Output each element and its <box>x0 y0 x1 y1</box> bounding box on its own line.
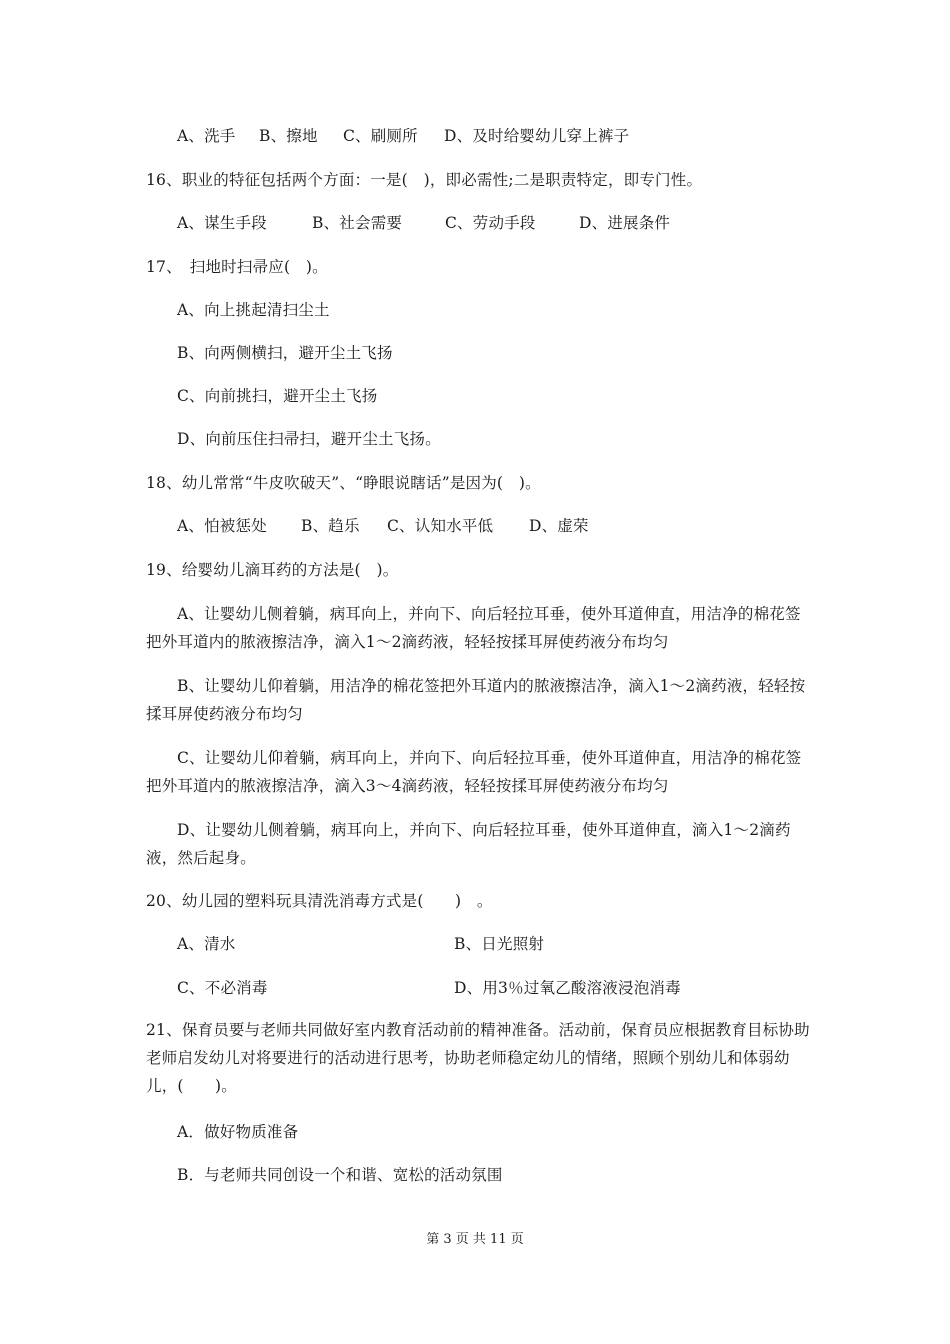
q19-option-a-text: A、让婴幼儿侧着躺，病耳向上，并向下、向后轻拉耳垂，使外耳道伸直，用洁净的棉花签把外耳道内的脓液擦洁净，滴入1～2滴药液，轻轻按揉耳屏使药液分布均匀 <box>146 605 801 651</box>
q19-option-c-text: C、让婴幼儿仰着躺，病耳向上，并向下、向后轻拉耳垂，使外耳道伸直，用洁净的棉花签把外耳道内的脓液擦洁净，滴入3～4滴药液，轻轻按揉耳屏使药液分布均匀 <box>146 749 802 795</box>
q17-stem: 17、 扫地时扫帚应( )。 <box>146 258 328 276</box>
q15-option-a: A、洗手 <box>177 127 236 145</box>
q16-option-c: C、劳动手段 <box>445 214 536 232</box>
q17-option-a: A、向上挑起清扫尘土 <box>177 301 330 319</box>
q15-option-b: B、擦地 <box>259 127 318 145</box>
q19-option-a <box>146 600 808 656</box>
q21-stem: 21、保育员要与老师共同做好室内教育活动前的精神准备。活动前，保育员应根据教育目标协助老师启发幼儿对将要进行的活动进行思考，协助老师稳定幼儿的情绪，照顾个别幼儿和体弱幼儿，( )。 <box>146 1021 810 1095</box>
q17-option-c: C、向前挑扫，避开尘土飞扬 <box>177 387 378 405</box>
q16-option-d: D、进展条件 <box>579 214 671 232</box>
q19-option-b <box>146 672 808 728</box>
q21-option-a: A．做好物质准备 <box>177 1123 299 1141</box>
q19-option-b-text: B、让婴幼儿仰着躺，用洁净的棉花签把外耳道内的脓液擦洁净，滴入1～2滴药液，轻轻按揉耳屏使药液分布均匀 <box>146 677 806 723</box>
q16-option-a: A、谋生手段 <box>177 214 267 232</box>
q18-option-d: D、虚荣 <box>529 517 589 535</box>
q18-option-c: C、认知水平低 <box>387 517 494 535</box>
q19-option-d-text: D、让婴幼儿侧着躺，病耳向上，并向下、向后轻拉耳垂，使外耳道伸直，滴入1～2滴药液，然后起身。 <box>146 821 791 867</box>
q20-option-d: D、用3％过氧乙酸溶液浸泡消毒 <box>454 979 681 997</box>
q18-option-a: A、怕被惩处 <box>177 517 267 535</box>
page-footer: 第 3 页 共 11 页 <box>426 1232 524 1247</box>
q20-option-c: C、不必消毒 <box>177 979 268 997</box>
q18-stem: 18、幼儿常常“牛皮吹破天”、“睁眼说瞎话”是因为( )。 <box>146 474 541 492</box>
q16-option-b: B、社会需要 <box>312 214 403 232</box>
q19-stem: 19、给婴幼儿滴耳药的方法是( )。 <box>146 561 399 579</box>
q16-stem: 16、职业的特征包括两个方面：一是( )，即必需性;二是职责特定，即专门性。 <box>146 171 703 189</box>
q18-option-b: B、趋乐 <box>301 517 360 535</box>
q20-option-a: A、清水 <box>177 935 236 953</box>
q20-option-b: B、日光照射 <box>454 935 545 953</box>
q15-option-c: C、刷厕所 <box>343 127 418 145</box>
q20-stem: 20、幼儿园的塑料玩具清洗消毒方式是( ) 。 <box>146 892 493 910</box>
q15-option-d: D、及时给婴幼儿穿上裤子 <box>444 127 630 145</box>
q17-option-d: D、向前压住扫帚扫，避开尘土飞扬。 <box>177 430 441 448</box>
q21-option-b: B．与老师共同创设一个和谐、宽松的活动氛围 <box>177 1166 503 1184</box>
q17-option-b: B、向两侧横扫，避开尘土飞扬 <box>177 344 393 362</box>
q19-option-d <box>146 816 808 872</box>
q19-option-c <box>146 744 808 800</box>
